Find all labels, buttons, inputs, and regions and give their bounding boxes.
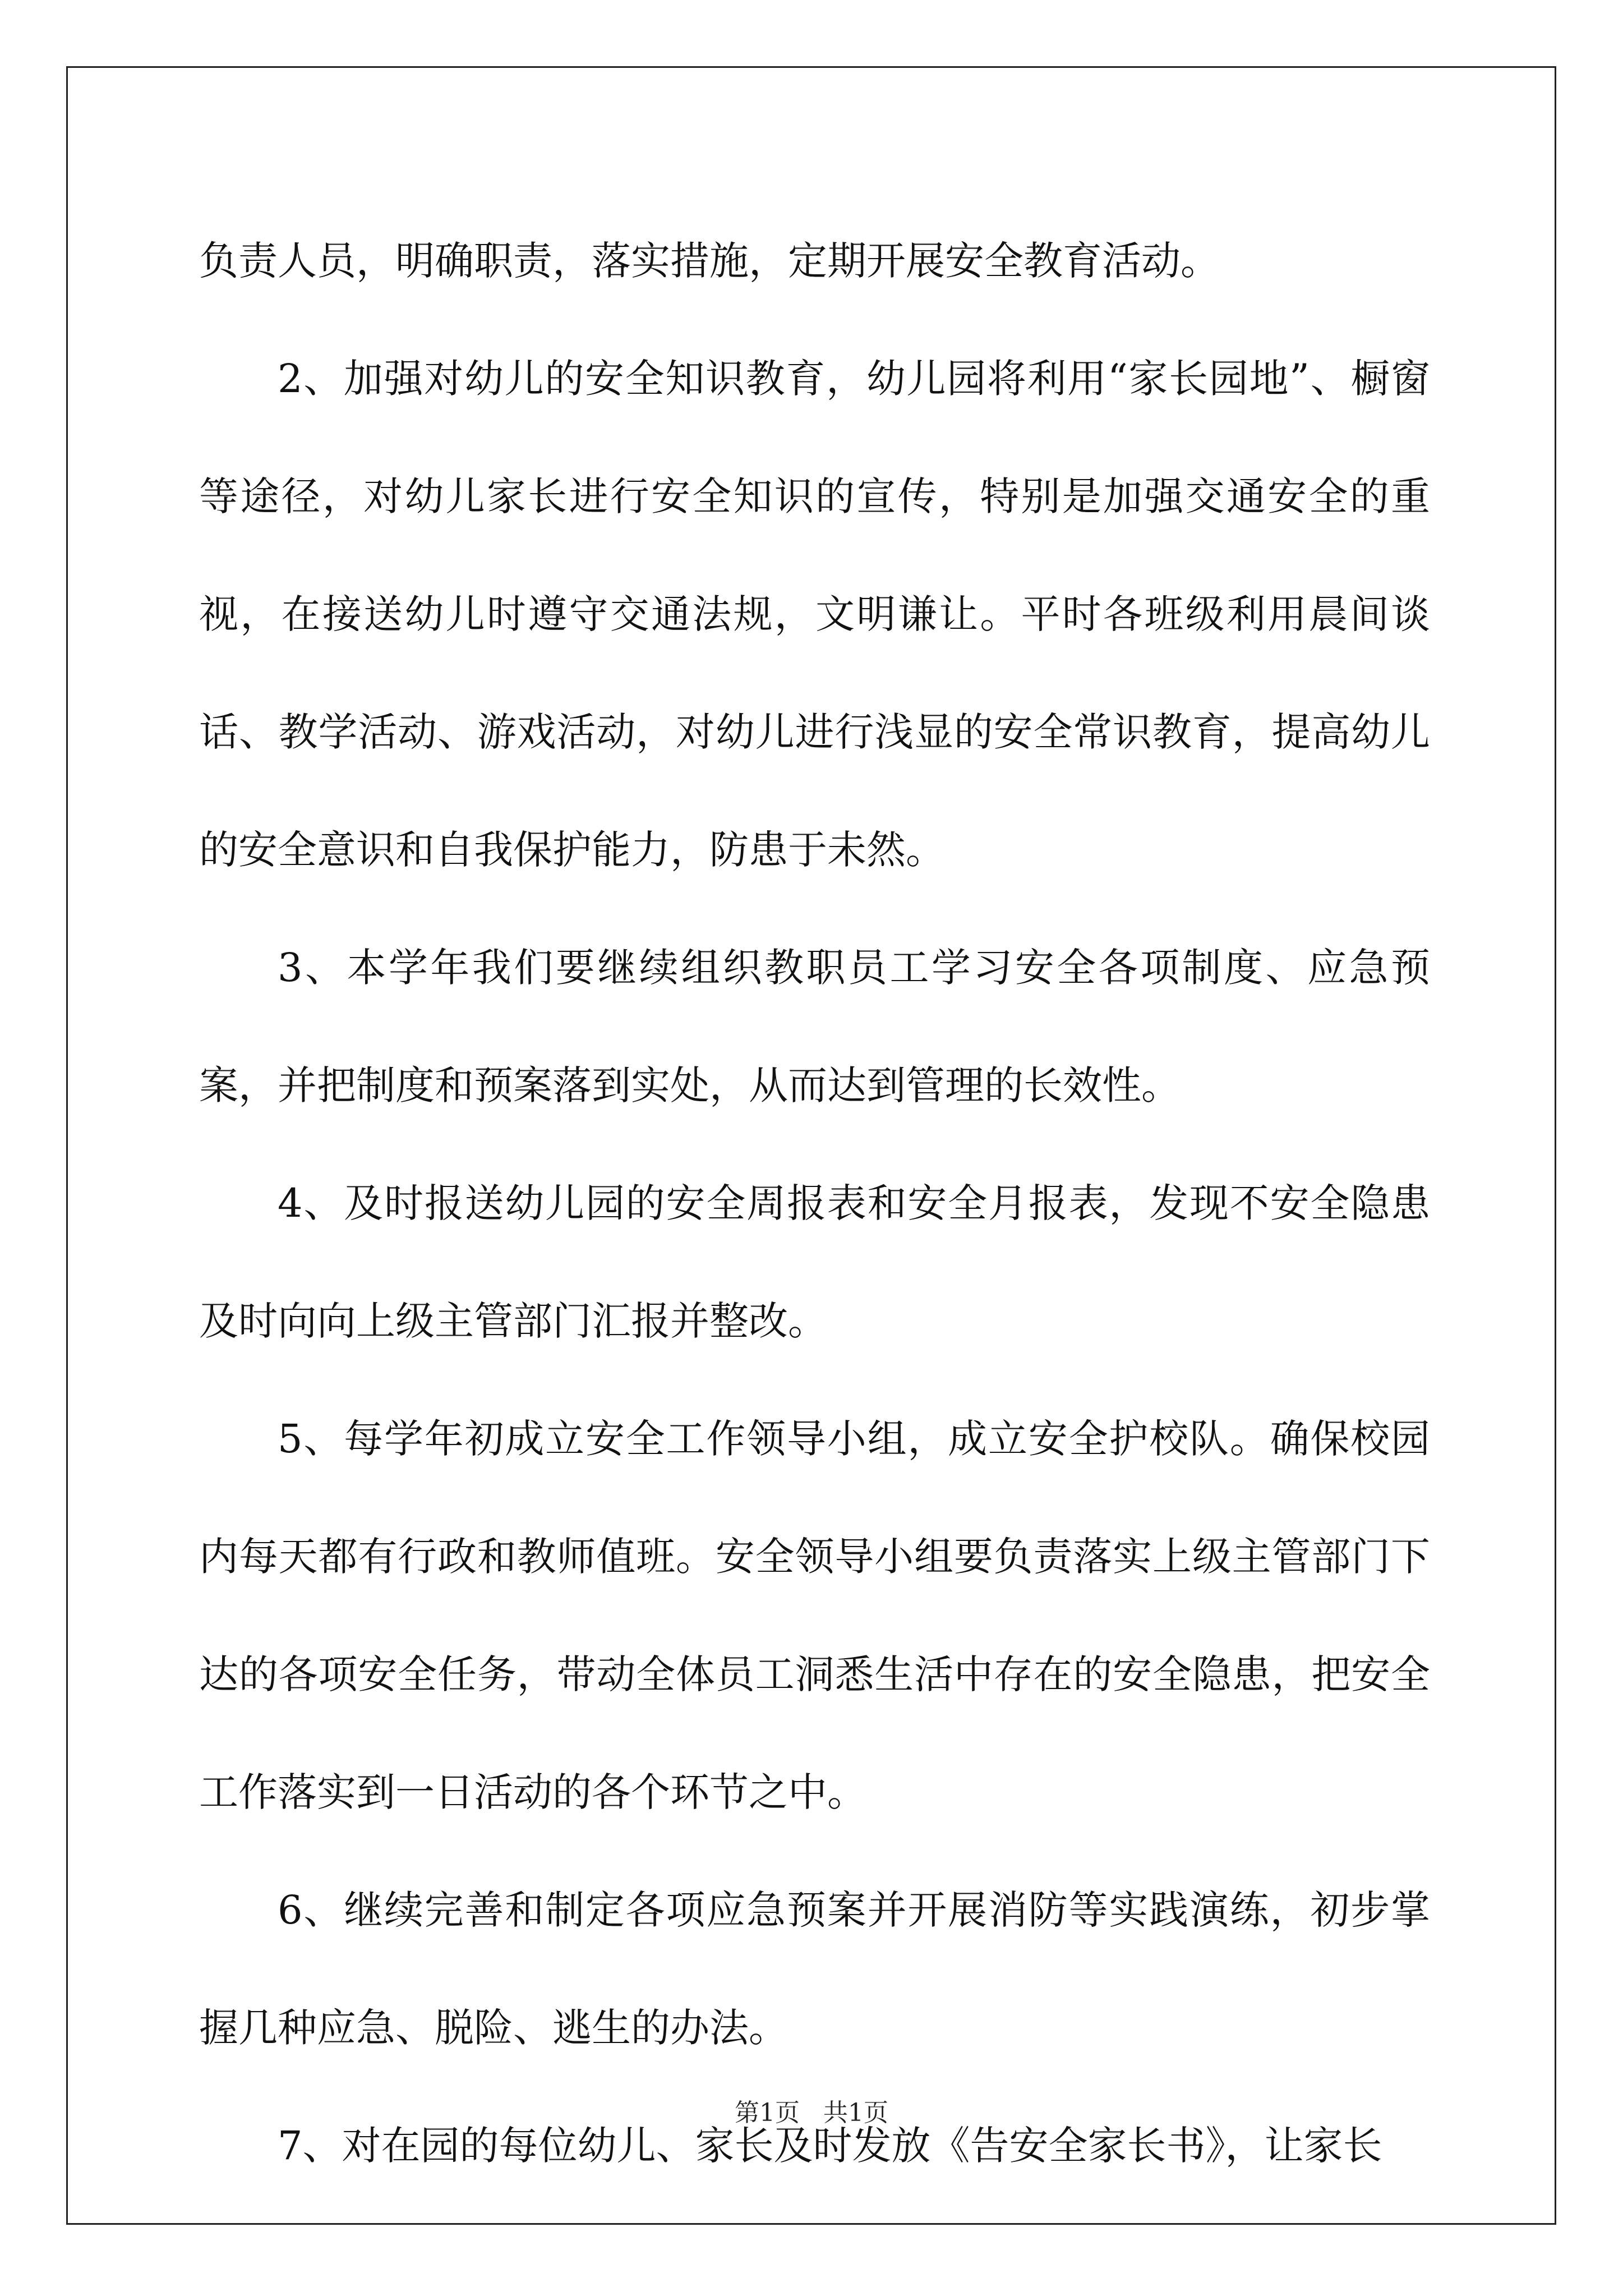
paragraph-3: 3、本学年我们要继续组织教职员工学习安全各项制度、应急预案，并把制度和预案落到实处，从而达到管理的长效性。 — [199, 945, 1430, 1108]
page-total: 共1页 — [823, 2099, 888, 2127]
paragraph-6: 6、继续完善和制定各项应急预案并开展消防等实践演练，初步掌握几种应急、脱险、逃生的办法。 — [199, 1887, 1430, 2051]
paragraph-5: 5、每学年初成立安全工作领导小组，成立安全护校队。确保校园内每天都有行政和教师值班。安全领导小组要负责落实上级主管部门下达的各项安全任务，带动全体员工洞悉生活中存在的安全隐患，把安全工作落实到一日活动的各个环节之中。 — [199, 1416, 1430, 1815]
page-number: 第1页 — [735, 2099, 800, 2127]
paragraph-1: 负责人员，明确职责，落实措施，定期开展安全教育活动。 — [199, 238, 1220, 284]
paragraph-7: 7、对在园的每位幼儿、家长及时发放《告安全家长书》，让家长 — [278, 2123, 1382, 2169]
paragraph-4: 4、及时报送幼儿园的安全周报表和安全月报表，发现不安全隐患及时向向上级主管部门汇报并整改。 — [199, 1180, 1430, 1344]
page-footer — [0, 2092, 1623, 2128]
document-body — [199, 202, 1430, 2205]
paragraph-2: 2、加强对幼儿的安全知识教育，幼儿园将利用“家长园地”、橱窗等途径，对幼儿家长进行安全知识的宣传，特别是加强交通安全的重视，在接送幼儿时遵守交通法规，文明谦让。平时各班级利用晨间谈话、教学活动、游戏活动，对幼儿进行浅显的安全常识教育，提高幼儿的安全意识和自我保护能力，防患于未然。 — [199, 356, 1430, 873]
